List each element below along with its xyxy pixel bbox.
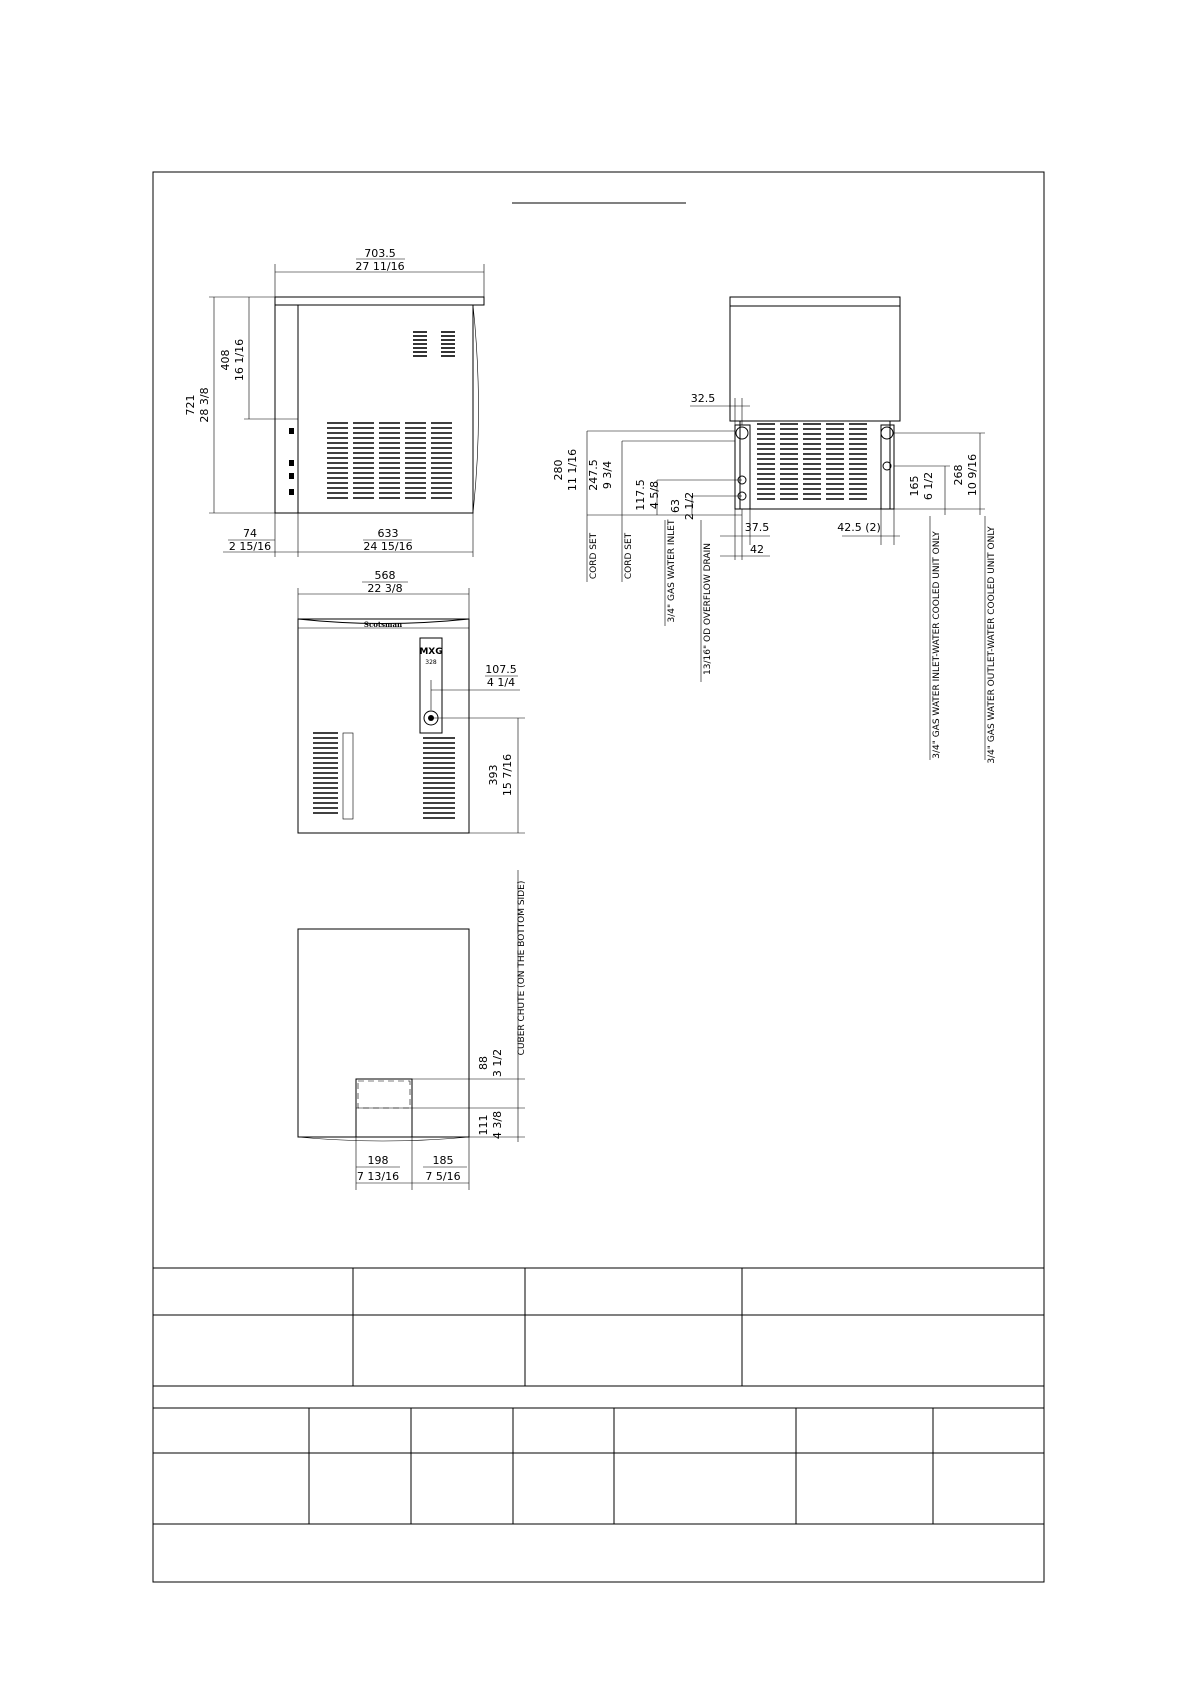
- rear-h165-in: 6 1/2: [922, 471, 935, 501]
- front-offset-mm: 107.5: [485, 663, 517, 676]
- side-upper-mm: 408: [219, 349, 232, 371]
- bottom-h1-mm: 88: [477, 1056, 490, 1070]
- rear-body: [730, 306, 900, 421]
- cord-set-fitting: [736, 427, 748, 439]
- side-back-panel: [275, 305, 298, 513]
- label-overflow-drain: 13/16" OD OVERFLOW DRAIN: [703, 543, 713, 675]
- rear-d375: 37.5: [744, 521, 770, 534]
- rear-view: [552, 297, 997, 764]
- front-body: [298, 619, 469, 833]
- title-block: [153, 1268, 1044, 1524]
- bottom-body: [298, 929, 469, 1137]
- rear-h63-mm: 63: [669, 499, 682, 513]
- front-model-sub: 328: [425, 659, 437, 666]
- rear-left-strip: [735, 425, 750, 509]
- rear-h247-mm: 247.5: [587, 459, 600, 491]
- front-view: [298, 569, 525, 833]
- side-width-in: 27 11/16: [355, 260, 405, 273]
- bottom-view: [298, 870, 527, 1190]
- front-brand: Scotsman: [363, 620, 403, 629]
- rear-h280-mm: 280: [552, 459, 565, 481]
- rear-h268-in: 10 9/16: [966, 453, 979, 497]
- rear-top-panel: [730, 297, 900, 306]
- bottom-w1-in: 7 13/16: [356, 1170, 400, 1183]
- front-height-in: 15 7/16: [501, 753, 514, 797]
- rear-h280-in: 11 1/16: [566, 448, 579, 492]
- wc-outlet-fitting: [881, 427, 893, 439]
- label-wc-outlet: 3/4" GAS WATER OUTLET-WATER COOLED UNIT ONLY: [987, 526, 997, 764]
- rear-h63-in: 2 1/2: [683, 491, 696, 521]
- side-depth-mm: 633: [377, 527, 399, 540]
- label-cord-set-2: CORD SET: [624, 532, 634, 580]
- label-gas-inlet: 3/4" GAS WATER INLET: [667, 519, 677, 623]
- side-top-vent: [413, 332, 455, 356]
- rear-h268-mm: 268: [952, 464, 965, 486]
- side-depth-in: 24 15/16: [363, 540, 413, 553]
- rear-h117-in: 4 5/8: [648, 480, 661, 510]
- bottom-h2-mm: 111: [477, 1114, 490, 1136]
- bottom-h2-in: 4 3/8: [491, 1110, 504, 1140]
- side-height-in: 28 3/8: [198, 387, 211, 423]
- bottom-w2-mm: 185: [432, 1154, 454, 1167]
- side-foot-mm: 74: [243, 527, 257, 540]
- rear-h117-mm: 117.5: [634, 479, 647, 511]
- side-top-panel: [275, 297, 484, 305]
- rear-grille: [757, 424, 867, 499]
- front-model: MXG: [419, 647, 443, 657]
- front-offset-in: 4 1/4: [486, 676, 516, 689]
- drawing-frame: [153, 172, 1044, 1582]
- rear-h165-mm: 165: [908, 475, 921, 497]
- side-height-mm: 721: [184, 394, 197, 416]
- label-wc-inlet: 3/4" GAS WATER INLET-WATER COOLED UNIT ONLY: [932, 531, 942, 759]
- front-width-mm: 568: [374, 569, 396, 582]
- side-foot-in: 2 15/16: [228, 540, 272, 553]
- rear-d42: 42: [750, 543, 764, 556]
- rear-d425: 42.5 (2): [837, 521, 881, 534]
- front-height-mm: 393: [487, 764, 500, 786]
- label-cord-set-1: CORD SET: [589, 532, 599, 580]
- front-grille-left: [313, 733, 338, 813]
- bottom-w2-in: 7 5/16: [425, 1170, 461, 1183]
- cuber-chute-note: CUBER CHUTE (ON THE BOTTOM SIDE): [517, 880, 527, 1056]
- rear-top-mm: 32.5: [690, 392, 716, 405]
- front-grille-right: [423, 738, 455, 818]
- rear-h247-in: 9 3/4: [601, 460, 614, 490]
- side-view: [184, 247, 484, 557]
- side-grille: [327, 423, 452, 498]
- side-width-mm: 703.5: [364, 247, 396, 260]
- bottom-w1-mm: 198: [367, 1154, 389, 1167]
- bottom-h1-in: 3 1/2: [491, 1048, 504, 1078]
- side-upper-in: 16 1/16: [233, 338, 246, 382]
- front-width-in: 22 3/8: [367, 582, 403, 595]
